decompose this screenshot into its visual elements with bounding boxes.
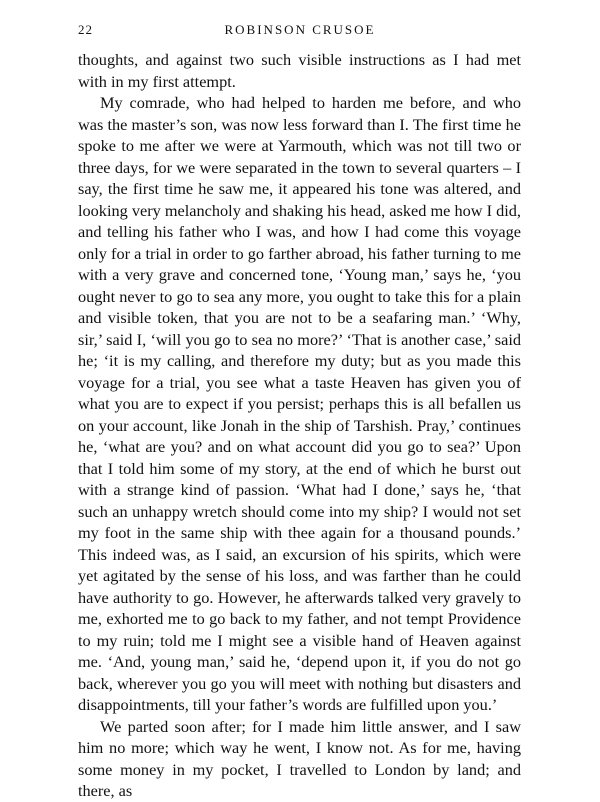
paragraph-continuation: thoughts, and against two such visible instructions as I had met with in my first attempt. (78, 50, 521, 91)
running-head (78, 22, 522, 42)
paragraph-parted: We parted soon after; for I made him little answer, and I saw him no more; which way he went, I know not. As for me, having some money in my pocket, I travelled to London by land; and there, as (78, 716, 521, 800)
page-number: 22 (78, 22, 93, 37)
book-title: ROBINSON CRUSOE (224, 22, 376, 37)
text-block (78, 49, 521, 802)
paragraph-comrade: My comrade, who had helped to harden me before, and who was the master’s son, was now less forward than I. The first time he spoke to me after we were at Yarmouth, which was not till two or three days, for we were separated in the town to several quarters – I say, the first time he saw me, it appeared his tone was altered, and looking very melancholy and shaking his head, asked me how I did, and telling his father who I was, and how I had come this voyage only for a trial in order to go farther abroad, his father turning to me with a very grave and concerned tone, ‘Young man,’ says he, ‘you ought never to go to sea any more, you ought to take this for a plain and visible token, that you are not to be a seafaring man.’ ‘Why, sir,’ said I, ‘will you go to sea no more?’ ‘That is another case,’ said he; ‘it is my calling, and therefore my duty; but as you made this voyage for a trial, you see what a taste Heaven has given you of what you are to expect if you persist; perhaps this is all befallen us on your account, like Jonah in the ship of Tarshish. Pray,’ continues he, ‘what are you? and on what account did you go to sea?’ Upon that I told him some of my story, at the end of which he burst out with a strange kind of passion. ‘What had I done,’ says he, ‘that such an unhappy wretch should come into my ship? I would not set my foot in the same ship with thee again for a thousand pounds.’ This indeed was, as I said, an excursion of his spirits, which were yet agitated by the sense of his loss, and was farther than he could have authority to go. However, he afterwards talked very gravely to me, exhorted me to go back to my father, and not tempt Providence to my ruin; told me I might see a visible hand of Heaven against me. ‘And, young man,’ said he, ‘depend upon it, if you do not go back, wherever you go you will meet with nothing but disasters and disappointments, till your father’s words are fulfilled upon you.’ (78, 93, 521, 714)
